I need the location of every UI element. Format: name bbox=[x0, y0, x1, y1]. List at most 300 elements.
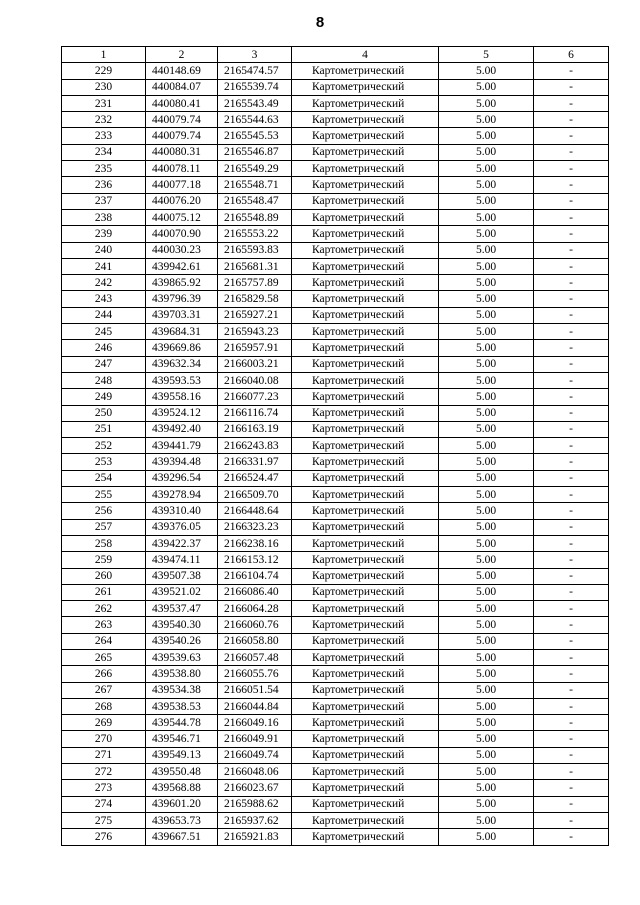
method-cell: Картометрический bbox=[292, 242, 439, 258]
y-coordinate-cell: 2166163.19 bbox=[218, 421, 292, 437]
note-cell: - bbox=[534, 487, 609, 503]
method-cell: Картометрический bbox=[292, 112, 439, 128]
note-cell: - bbox=[534, 568, 609, 584]
method-cell: Картометрический bbox=[292, 291, 439, 307]
table-row bbox=[62, 780, 609, 796]
y-coordinate-cell: 2165943.23 bbox=[218, 324, 292, 340]
accuracy-cell: 5.00 bbox=[439, 584, 534, 600]
method-cell: Картометрический bbox=[292, 747, 439, 763]
point-number-cell: 275 bbox=[62, 812, 146, 828]
y-coordinate-cell: 2165988.62 bbox=[218, 796, 292, 812]
y-coordinate-cell: 2166055.76 bbox=[218, 666, 292, 682]
note-cell: - bbox=[534, 258, 609, 274]
table-row bbox=[62, 144, 609, 160]
table-row bbox=[62, 715, 609, 731]
table-row bbox=[62, 601, 609, 617]
accuracy-cell: 5.00 bbox=[439, 356, 534, 372]
x-coordinate-cell: 439538.53 bbox=[146, 698, 218, 714]
method-cell: Картометрический bbox=[292, 144, 439, 160]
table-row bbox=[62, 372, 609, 388]
point-number-cell: 240 bbox=[62, 242, 146, 258]
accuracy-cell: 5.00 bbox=[439, 79, 534, 95]
note-cell: - bbox=[534, 63, 609, 79]
y-coordinate-cell: 2165757.89 bbox=[218, 275, 292, 291]
accuracy-cell: 5.00 bbox=[439, 829, 534, 845]
x-coordinate-cell: 440030.23 bbox=[146, 242, 218, 258]
method-cell: Картометрический bbox=[292, 177, 439, 193]
note-cell: - bbox=[534, 112, 609, 128]
note-cell: - bbox=[534, 275, 609, 291]
x-coordinate-cell: 439546.71 bbox=[146, 731, 218, 747]
point-number-cell: 246 bbox=[62, 340, 146, 356]
x-coordinate-cell: 439667.51 bbox=[146, 829, 218, 845]
y-coordinate-cell: 2165593.83 bbox=[218, 242, 292, 258]
point-number-cell: 262 bbox=[62, 601, 146, 617]
point-number-cell: 243 bbox=[62, 291, 146, 307]
y-coordinate-cell: 2166323.23 bbox=[218, 519, 292, 535]
x-coordinate-cell: 439540.30 bbox=[146, 617, 218, 633]
x-coordinate-cell: 440084.07 bbox=[146, 79, 218, 95]
x-coordinate-cell: 439865.92 bbox=[146, 275, 218, 291]
x-coordinate-cell: 439394.48 bbox=[146, 454, 218, 470]
method-cell: Картометрический bbox=[292, 633, 439, 649]
accuracy-cell: 5.00 bbox=[439, 764, 534, 780]
y-coordinate-cell: 2165553.22 bbox=[218, 226, 292, 242]
table-row bbox=[62, 291, 609, 307]
note-cell: - bbox=[534, 731, 609, 747]
x-coordinate-cell: 439521.02 bbox=[146, 584, 218, 600]
y-coordinate-cell: 2166509.70 bbox=[218, 487, 292, 503]
accuracy-cell: 5.00 bbox=[439, 568, 534, 584]
table-header bbox=[62, 47, 609, 63]
y-coordinate-cell: 2165921.83 bbox=[218, 829, 292, 845]
accuracy-cell: 5.00 bbox=[439, 715, 534, 731]
method-cell: Картометрический bbox=[292, 161, 439, 177]
table-row bbox=[62, 829, 609, 845]
x-coordinate-cell: 439549.13 bbox=[146, 747, 218, 763]
accuracy-cell: 5.00 bbox=[439, 601, 534, 617]
note-cell: - bbox=[534, 405, 609, 421]
point-number-cell: 272 bbox=[62, 764, 146, 780]
table-row bbox=[62, 747, 609, 763]
y-coordinate-cell: 2166057.48 bbox=[218, 649, 292, 665]
point-number-cell: 257 bbox=[62, 519, 146, 535]
point-number-cell: 242 bbox=[62, 275, 146, 291]
header-row bbox=[62, 47, 609, 63]
y-coordinate-cell: 2166003.21 bbox=[218, 356, 292, 372]
y-coordinate-cell: 2166448.64 bbox=[218, 503, 292, 519]
note-cell: - bbox=[534, 764, 609, 780]
table-row bbox=[62, 307, 609, 323]
table-row bbox=[62, 568, 609, 584]
note-cell: - bbox=[534, 519, 609, 535]
x-coordinate-cell: 439544.78 bbox=[146, 715, 218, 731]
x-coordinate-cell: 439550.48 bbox=[146, 764, 218, 780]
method-cell: Картометрический bbox=[292, 209, 439, 225]
point-number-cell: 248 bbox=[62, 372, 146, 388]
method-cell: Картометрический bbox=[292, 780, 439, 796]
y-coordinate-cell: 2165548.47 bbox=[218, 193, 292, 209]
note-cell: - bbox=[534, 796, 609, 812]
note-cell: - bbox=[534, 601, 609, 617]
point-number-cell: 276 bbox=[62, 829, 146, 845]
table-row bbox=[62, 682, 609, 698]
table-row bbox=[62, 258, 609, 274]
x-coordinate-cell: 440078.11 bbox=[146, 161, 218, 177]
note-cell: - bbox=[534, 617, 609, 633]
accuracy-cell: 5.00 bbox=[439, 242, 534, 258]
note-cell: - bbox=[534, 715, 609, 731]
point-number-cell: 238 bbox=[62, 209, 146, 225]
table-row bbox=[62, 63, 609, 79]
point-number-cell: 260 bbox=[62, 568, 146, 584]
y-coordinate-cell: 2165543.49 bbox=[218, 95, 292, 111]
method-cell: Картометрический bbox=[292, 258, 439, 274]
method-cell: Картометрический bbox=[292, 535, 439, 551]
y-coordinate-cell: 2166060.76 bbox=[218, 617, 292, 633]
x-coordinate-cell: 439568.88 bbox=[146, 780, 218, 796]
accuracy-cell: 5.00 bbox=[439, 535, 534, 551]
note-cell: - bbox=[534, 340, 609, 356]
y-coordinate-cell: 2166153.12 bbox=[218, 552, 292, 568]
coordinates-table bbox=[61, 46, 609, 846]
note-cell: - bbox=[534, 649, 609, 665]
accuracy-cell: 5.00 bbox=[439, 389, 534, 405]
point-number-cell: 229 bbox=[62, 63, 146, 79]
table-row bbox=[62, 95, 609, 111]
table-row bbox=[62, 79, 609, 95]
y-coordinate-cell: 2166331.97 bbox=[218, 454, 292, 470]
point-number-cell: 245 bbox=[62, 324, 146, 340]
y-coordinate-cell: 2166044.84 bbox=[218, 698, 292, 714]
y-coordinate-cell: 2166049.16 bbox=[218, 715, 292, 731]
y-coordinate-cell: 2165548.71 bbox=[218, 177, 292, 193]
point-number-cell: 252 bbox=[62, 438, 146, 454]
note-cell: - bbox=[534, 307, 609, 323]
x-coordinate-cell: 439474.11 bbox=[146, 552, 218, 568]
x-coordinate-cell: 440076.20 bbox=[146, 193, 218, 209]
point-number-cell: 268 bbox=[62, 698, 146, 714]
accuracy-cell: 5.00 bbox=[439, 796, 534, 812]
point-number-cell: 249 bbox=[62, 389, 146, 405]
x-coordinate-cell: 439507.38 bbox=[146, 568, 218, 584]
note-cell: - bbox=[534, 421, 609, 437]
x-coordinate-cell: 439540.26 bbox=[146, 633, 218, 649]
table-row bbox=[62, 666, 609, 682]
y-coordinate-cell: 2166049.91 bbox=[218, 731, 292, 747]
accuracy-cell: 5.00 bbox=[439, 780, 534, 796]
point-number-cell: 273 bbox=[62, 780, 146, 796]
table-row bbox=[62, 405, 609, 421]
table-row bbox=[62, 340, 609, 356]
y-coordinate-cell: 2165545.53 bbox=[218, 128, 292, 144]
table-row bbox=[62, 193, 609, 209]
point-number-cell: 264 bbox=[62, 633, 146, 649]
point-number-cell: 247 bbox=[62, 356, 146, 372]
y-coordinate-cell: 2166116.74 bbox=[218, 405, 292, 421]
accuracy-cell: 5.00 bbox=[439, 519, 534, 535]
table-row bbox=[62, 226, 609, 242]
y-coordinate-cell: 2165539.74 bbox=[218, 79, 292, 95]
table-row bbox=[62, 242, 609, 258]
accuracy-cell: 5.00 bbox=[439, 324, 534, 340]
method-cell: Картометрический bbox=[292, 193, 439, 209]
accuracy-cell: 5.00 bbox=[439, 95, 534, 111]
method-cell: Картометрический bbox=[292, 356, 439, 372]
x-coordinate-cell: 439593.53 bbox=[146, 372, 218, 388]
accuracy-cell: 5.00 bbox=[439, 438, 534, 454]
point-number-cell: 244 bbox=[62, 307, 146, 323]
y-coordinate-cell: 2166524.47 bbox=[218, 470, 292, 486]
accuracy-cell: 5.00 bbox=[439, 63, 534, 79]
method-cell: Картометрический bbox=[292, 503, 439, 519]
table-row bbox=[62, 275, 609, 291]
note-cell: - bbox=[534, 193, 609, 209]
table-row bbox=[62, 535, 609, 551]
method-cell: Картометрический bbox=[292, 666, 439, 682]
x-coordinate-cell: 439632.34 bbox=[146, 356, 218, 372]
table-row bbox=[62, 112, 609, 128]
method-cell: Картометрический bbox=[292, 812, 439, 828]
accuracy-cell: 5.00 bbox=[439, 812, 534, 828]
note-cell: - bbox=[534, 503, 609, 519]
method-cell: Картометрический bbox=[292, 226, 439, 242]
method-cell: Картометрический bbox=[292, 405, 439, 421]
method-cell: Картометрический bbox=[292, 95, 439, 111]
header-col-1: 1 bbox=[62, 47, 146, 63]
x-coordinate-cell: 440079.74 bbox=[146, 128, 218, 144]
x-coordinate-cell: 439653.73 bbox=[146, 812, 218, 828]
x-coordinate-cell: 439376.05 bbox=[146, 519, 218, 535]
method-cell: Картометрический bbox=[292, 617, 439, 633]
header-col-2: 2 bbox=[146, 47, 218, 63]
x-coordinate-cell: 439534.38 bbox=[146, 682, 218, 698]
point-number-cell: 256 bbox=[62, 503, 146, 519]
y-coordinate-cell: 2166104.74 bbox=[218, 568, 292, 584]
note-cell: - bbox=[534, 454, 609, 470]
point-number-cell: 270 bbox=[62, 731, 146, 747]
point-number-cell: 230 bbox=[62, 79, 146, 95]
y-coordinate-cell: 2166064.28 bbox=[218, 601, 292, 617]
point-number-cell: 251 bbox=[62, 421, 146, 437]
accuracy-cell: 5.00 bbox=[439, 275, 534, 291]
accuracy-cell: 5.00 bbox=[439, 503, 534, 519]
accuracy-cell: 5.00 bbox=[439, 454, 534, 470]
x-coordinate-cell: 440070.90 bbox=[146, 226, 218, 242]
x-coordinate-cell: 439441.79 bbox=[146, 438, 218, 454]
method-cell: Картометрический bbox=[292, 340, 439, 356]
point-number-cell: 235 bbox=[62, 161, 146, 177]
note-cell: - bbox=[534, 470, 609, 486]
x-coordinate-cell: 440080.31 bbox=[146, 144, 218, 160]
table-row bbox=[62, 128, 609, 144]
method-cell: Картометрический bbox=[292, 389, 439, 405]
note-cell: - bbox=[534, 829, 609, 845]
x-coordinate-cell: 439296.54 bbox=[146, 470, 218, 486]
method-cell: Картометрический bbox=[292, 487, 439, 503]
method-cell: Картометрический bbox=[292, 79, 439, 95]
note-cell: - bbox=[534, 552, 609, 568]
method-cell: Картометрический bbox=[292, 649, 439, 665]
y-coordinate-cell: 2165927.21 bbox=[218, 307, 292, 323]
x-coordinate-cell: 439539.63 bbox=[146, 649, 218, 665]
accuracy-cell: 5.00 bbox=[439, 633, 534, 649]
y-coordinate-cell: 2165474.57 bbox=[218, 63, 292, 79]
point-number-cell: 254 bbox=[62, 470, 146, 486]
note-cell: - bbox=[534, 666, 609, 682]
point-number-cell: 239 bbox=[62, 226, 146, 242]
note-cell: - bbox=[534, 747, 609, 763]
point-number-cell: 269 bbox=[62, 715, 146, 731]
accuracy-cell: 5.00 bbox=[439, 291, 534, 307]
note-cell: - bbox=[534, 698, 609, 714]
point-number-cell: 265 bbox=[62, 649, 146, 665]
y-coordinate-cell: 2166238.16 bbox=[218, 535, 292, 551]
accuracy-cell: 5.00 bbox=[439, 177, 534, 193]
accuracy-cell: 5.00 bbox=[439, 487, 534, 503]
point-number-cell: 253 bbox=[62, 454, 146, 470]
point-number-cell: 250 bbox=[62, 405, 146, 421]
y-coordinate-cell: 2165681.31 bbox=[218, 258, 292, 274]
method-cell: Картометрический bbox=[292, 764, 439, 780]
accuracy-cell: 5.00 bbox=[439, 209, 534, 225]
table-row bbox=[62, 503, 609, 519]
note-cell: - bbox=[534, 372, 609, 388]
x-coordinate-cell: 440148.69 bbox=[146, 63, 218, 79]
accuracy-cell: 5.00 bbox=[439, 698, 534, 714]
note-cell: - bbox=[534, 291, 609, 307]
header-col-4: 4 bbox=[292, 47, 439, 63]
accuracy-cell: 5.00 bbox=[439, 161, 534, 177]
x-coordinate-cell: 439703.31 bbox=[146, 307, 218, 323]
note-cell: - bbox=[534, 633, 609, 649]
x-coordinate-cell: 439422.37 bbox=[146, 535, 218, 551]
point-number-cell: 233 bbox=[62, 128, 146, 144]
accuracy-cell: 5.00 bbox=[439, 731, 534, 747]
table-row bbox=[62, 552, 609, 568]
note-cell: - bbox=[534, 682, 609, 698]
x-coordinate-cell: 440075.12 bbox=[146, 209, 218, 225]
table-row bbox=[62, 438, 609, 454]
x-coordinate-cell: 439669.86 bbox=[146, 340, 218, 356]
point-number-cell: 255 bbox=[62, 487, 146, 503]
accuracy-cell: 5.00 bbox=[439, 666, 534, 682]
method-cell: Картометрический bbox=[292, 682, 439, 698]
accuracy-cell: 5.00 bbox=[439, 340, 534, 356]
note-cell: - bbox=[534, 144, 609, 160]
accuracy-cell: 5.00 bbox=[439, 552, 534, 568]
method-cell: Картометрический bbox=[292, 601, 439, 617]
accuracy-cell: 5.00 bbox=[439, 193, 534, 209]
accuracy-cell: 5.00 bbox=[439, 307, 534, 323]
accuracy-cell: 5.00 bbox=[439, 112, 534, 128]
x-coordinate-cell: 439524.12 bbox=[146, 405, 218, 421]
table-body bbox=[62, 63, 609, 845]
y-coordinate-cell: 2166023.67 bbox=[218, 780, 292, 796]
y-coordinate-cell: 2166049.74 bbox=[218, 747, 292, 763]
y-coordinate-cell: 2166048.06 bbox=[218, 764, 292, 780]
accuracy-cell: 5.00 bbox=[439, 128, 534, 144]
method-cell: Картометрический bbox=[292, 421, 439, 437]
y-coordinate-cell: 2165546.87 bbox=[218, 144, 292, 160]
method-cell: Картометрический bbox=[292, 372, 439, 388]
note-cell: - bbox=[534, 128, 609, 144]
point-number-cell: 234 bbox=[62, 144, 146, 160]
header-col-3: 3 bbox=[218, 47, 292, 63]
y-coordinate-cell: 2166058.80 bbox=[218, 633, 292, 649]
x-coordinate-cell: 439796.39 bbox=[146, 291, 218, 307]
note-cell: - bbox=[534, 226, 609, 242]
x-coordinate-cell: 440080.41 bbox=[146, 95, 218, 111]
table-row bbox=[62, 209, 609, 225]
note-cell: - bbox=[534, 161, 609, 177]
point-number-cell: 261 bbox=[62, 584, 146, 600]
method-cell: Картометрический bbox=[292, 568, 439, 584]
note-cell: - bbox=[534, 780, 609, 796]
accuracy-cell: 5.00 bbox=[439, 470, 534, 486]
note-cell: - bbox=[534, 535, 609, 551]
x-coordinate-cell: 439601.20 bbox=[146, 796, 218, 812]
table-row bbox=[62, 812, 609, 828]
y-coordinate-cell: 2166051.54 bbox=[218, 682, 292, 698]
method-cell: Картометрический bbox=[292, 698, 439, 714]
table-row bbox=[62, 617, 609, 633]
y-coordinate-cell: 2165829.58 bbox=[218, 291, 292, 307]
y-coordinate-cell: 2165549.29 bbox=[218, 161, 292, 177]
x-coordinate-cell: 439684.31 bbox=[146, 324, 218, 340]
x-coordinate-cell: 439538.80 bbox=[146, 666, 218, 682]
point-number-cell: 258 bbox=[62, 535, 146, 551]
x-coordinate-cell: 439942.61 bbox=[146, 258, 218, 274]
point-number-cell: 236 bbox=[62, 177, 146, 193]
x-coordinate-cell: 439537.47 bbox=[146, 601, 218, 617]
method-cell: Картометрический bbox=[292, 829, 439, 845]
table-row bbox=[62, 177, 609, 193]
method-cell: Картометрический bbox=[292, 63, 439, 79]
note-cell: - bbox=[534, 177, 609, 193]
header-col-6: 6 bbox=[534, 47, 609, 63]
x-coordinate-cell: 439310.40 bbox=[146, 503, 218, 519]
table-row bbox=[62, 633, 609, 649]
point-number-cell: 263 bbox=[62, 617, 146, 633]
table-row bbox=[62, 324, 609, 340]
point-number-cell: 267 bbox=[62, 682, 146, 698]
accuracy-cell: 5.00 bbox=[439, 421, 534, 437]
table-row bbox=[62, 764, 609, 780]
method-cell: Картометрический bbox=[292, 796, 439, 812]
header-col-5: 5 bbox=[439, 47, 534, 63]
method-cell: Картометрический bbox=[292, 519, 439, 535]
y-coordinate-cell: 2165937.62 bbox=[218, 812, 292, 828]
accuracy-cell: 5.00 bbox=[439, 258, 534, 274]
y-coordinate-cell: 2165957.91 bbox=[218, 340, 292, 356]
table-row bbox=[62, 649, 609, 665]
point-number-cell: 241 bbox=[62, 258, 146, 274]
accuracy-cell: 5.00 bbox=[439, 144, 534, 160]
table-row bbox=[62, 519, 609, 535]
accuracy-cell: 5.00 bbox=[439, 747, 534, 763]
method-cell: Картометрический bbox=[292, 731, 439, 747]
method-cell: Картометрический bbox=[292, 307, 439, 323]
table-row bbox=[62, 487, 609, 503]
method-cell: Картометрический bbox=[292, 584, 439, 600]
x-coordinate-cell: 439558.16 bbox=[146, 389, 218, 405]
method-cell: Картометрический bbox=[292, 715, 439, 731]
note-cell: - bbox=[534, 209, 609, 225]
table-row bbox=[62, 698, 609, 714]
point-number-cell: 231 bbox=[62, 95, 146, 111]
page-number: 8 bbox=[315, 14, 325, 31]
